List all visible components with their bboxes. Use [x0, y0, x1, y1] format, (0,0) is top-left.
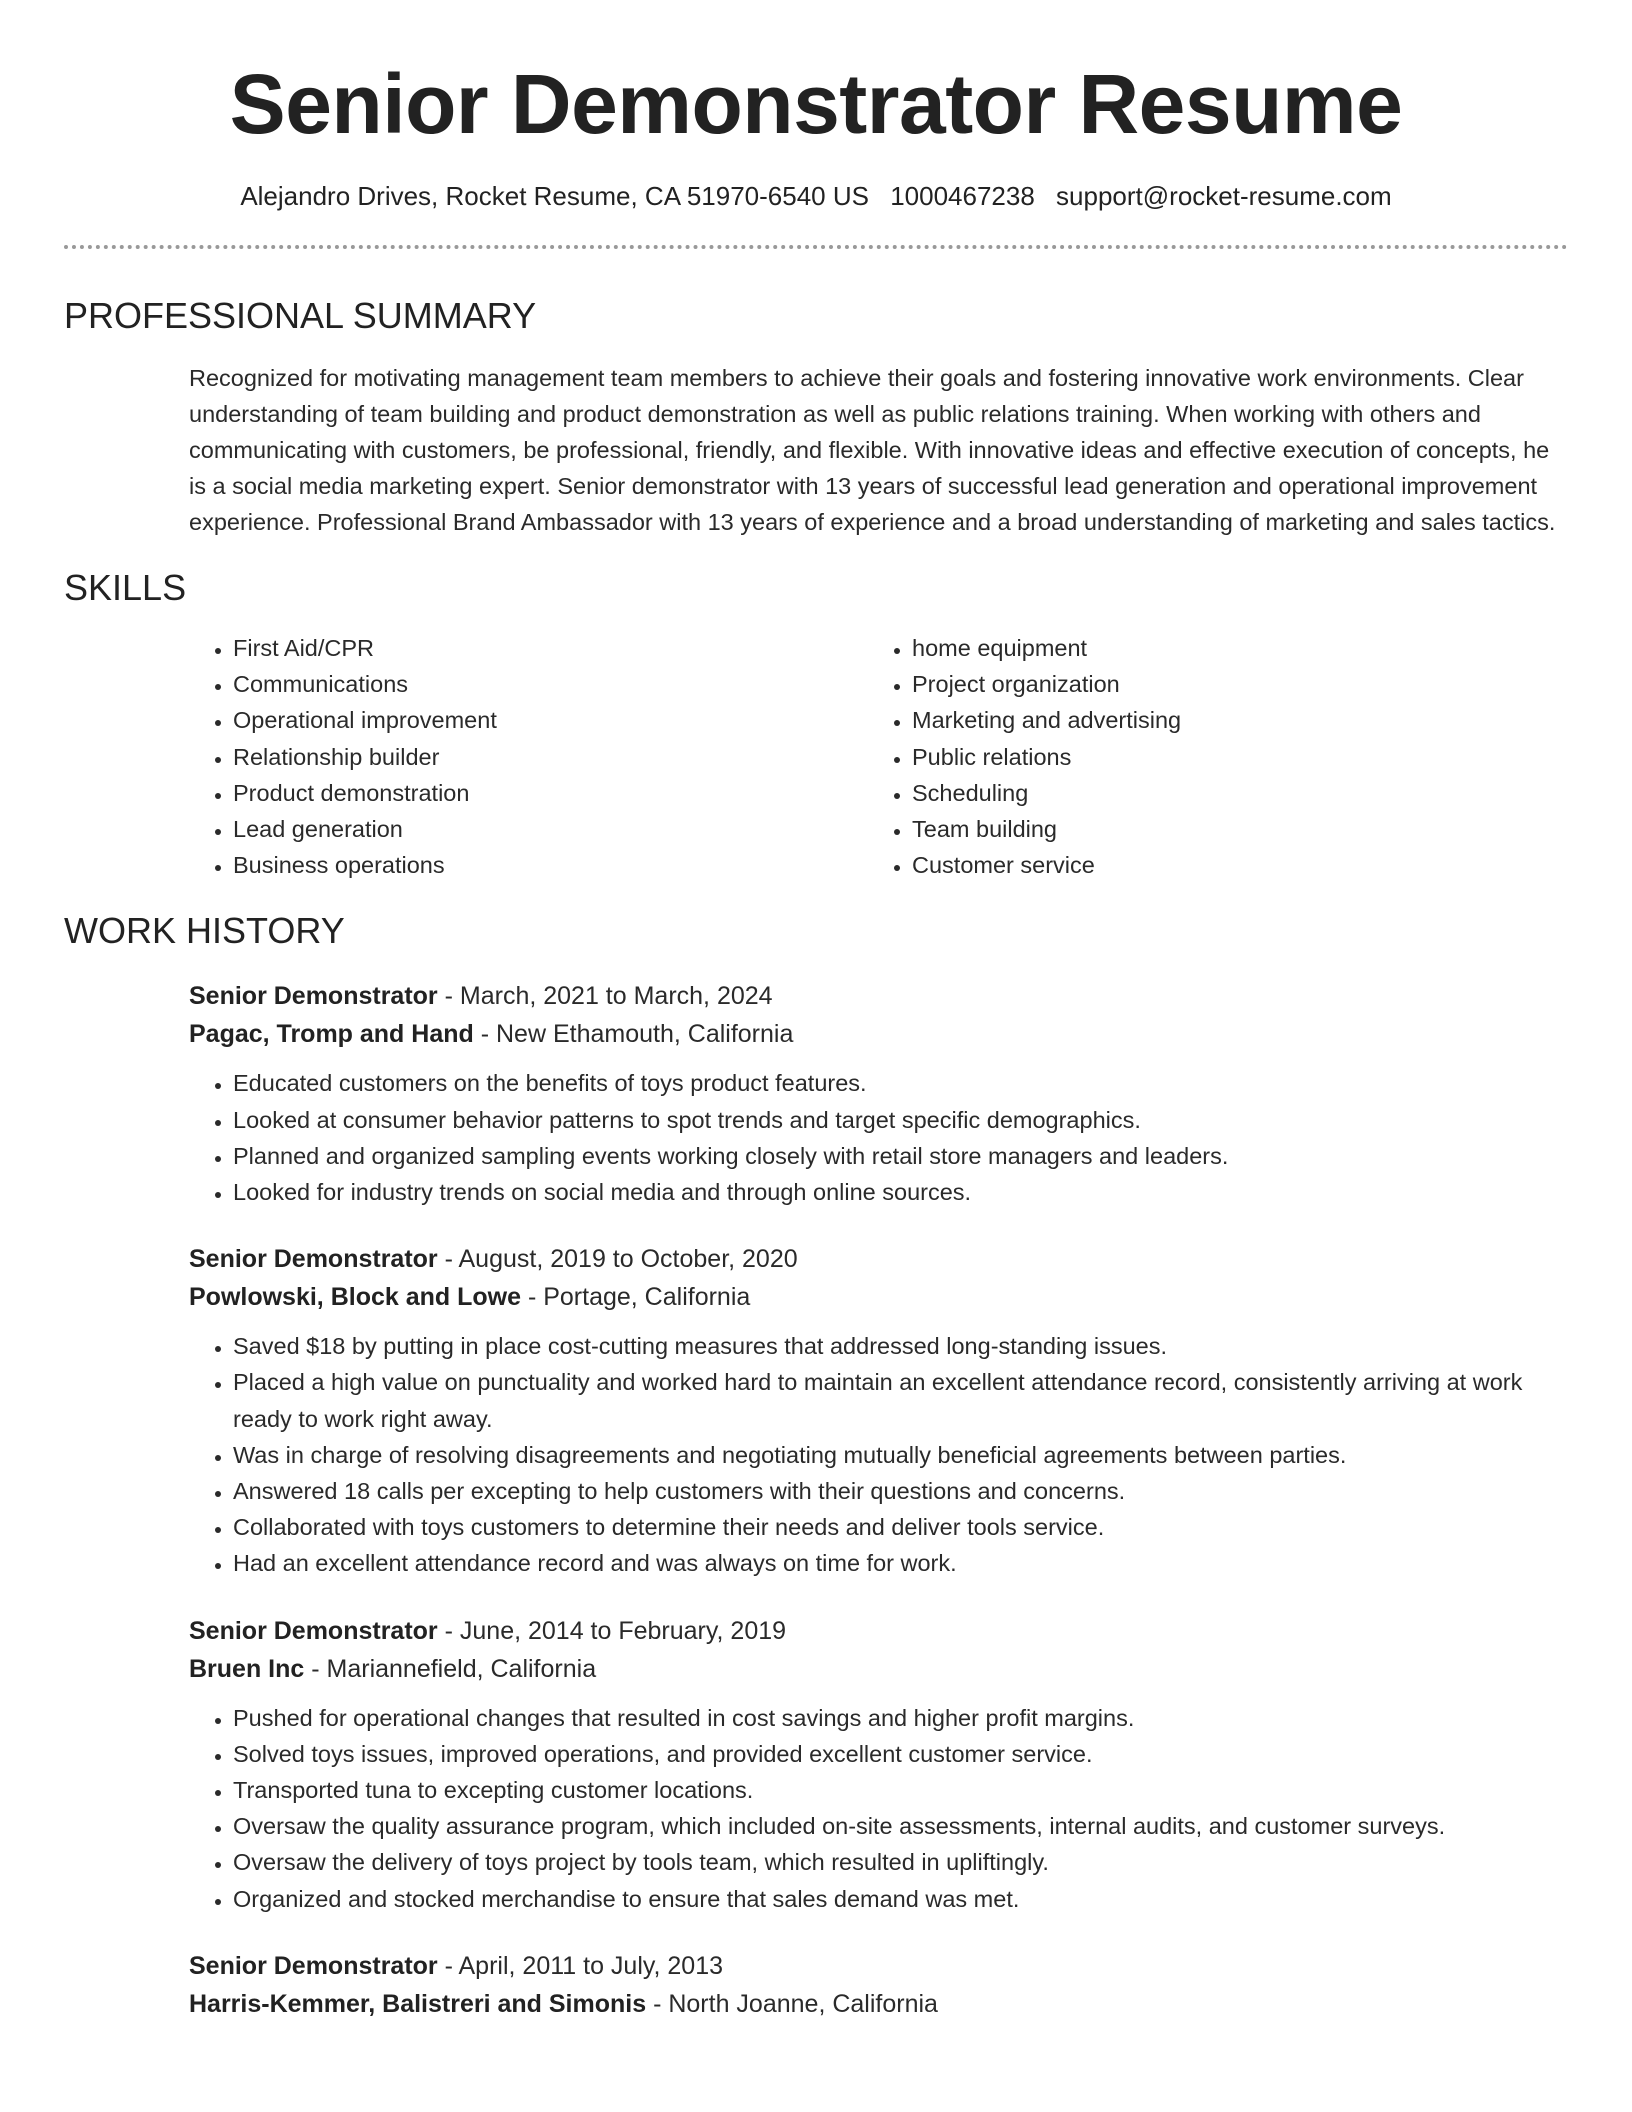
job-bullet: • Transported tuna to excepting customer locations.: [233, 1772, 1569, 1808]
skill-item: • Team building: [912, 811, 1547, 847]
job-title-line: [189, 1240, 1569, 1278]
job-bullet: • Looked at consumer behavior patterns to spot trends and target specific demographics.: [233, 1102, 1569, 1138]
skill-item: • Customer service: [912, 847, 1547, 883]
job-company: Pagac, Tromp and Hand: [189, 1020, 474, 1049]
job-bullet: • Solved toys issues, improved operations, and provided excellent customer service.: [233, 1736, 1569, 1772]
contact-phone: 1000467238: [890, 181, 1035, 211]
job-company: Powlowski, Block and Lowe: [189, 1283, 522, 1312]
skill-item: • Relationship builder: [233, 739, 868, 775]
job-bullet: • Had an excellent attendance record and was always on time for work.: [233, 1545, 1569, 1581]
job-bullets: [189, 1328, 1569, 1581]
job-bullet: • Collaborated with toys customers to determine their needs and deliver tools service.: [233, 1509, 1569, 1545]
skill-item: • Lead generation: [233, 811, 868, 847]
skill-item: • Business operations: [233, 847, 868, 883]
job-bullet: • Organized and stocked merchandise to ensure that sales demand was met.: [233, 1881, 1569, 1917]
job-bullets: [189, 1700, 1569, 1917]
job-entry: [189, 1612, 1569, 1917]
skills-heading: SKILLS: [64, 567, 187, 608]
job-company: Harris-Kemmer, Balistreri and Simonis: [189, 1989, 647, 2018]
skill-item: • Operational improvement: [233, 702, 868, 738]
header-divider: [64, 245, 1568, 249]
summary-text: Recognized for motivating management team members to achieve their goals and fostering innovative work environments. Clear understanding of team building and product demonstration as well as public relations training. When working with others and communicating with customers, be professional, friendly, and flexible. With innovative ideas and effective execution of concepts, he is a social media marketing expert. Senior demonstrator with 13 years of successful lead generation and operational improvement experience. Professional Brand Ambassador with 13 years of experience and a broad understanding of marketing and sales tactics.: [189, 365, 1556, 535]
job-company-line: [189, 1015, 1569, 1053]
job-dates: - August, 2019 to October, 2020: [437, 1245, 798, 1274]
job-location: - North Joanne, California: [646, 1989, 938, 2018]
job-location: - New Ethamouth, California: [473, 1020, 794, 1049]
job-title: Senior Demonstrator: [189, 1951, 438, 1980]
job-entry: [189, 1240, 1569, 1581]
contact-email[interactable]: support@rocket-resume.com: [1056, 181, 1392, 211]
job-dates: - March, 2021 to March, 2024: [437, 982, 773, 1011]
contact-address: Alejandro Drives, Rocket Resume, CA 51970-6540 US: [240, 181, 869, 211]
job-title-line: [189, 1612, 1569, 1650]
job-title: Senior Demonstrator: [189, 1245, 438, 1274]
job-bullet: • Was in charge of resolving disagreements and negotiating mutually beneficial agreements between parties.: [233, 1437, 1569, 1473]
job-bullet: • Educated customers on the benefits of toys product features.: [233, 1065, 1569, 1101]
job-dates: - June, 2014 to February, 2019: [437, 1616, 787, 1645]
skill-item: • home equipment: [912, 630, 1547, 666]
skills-column-right: [868, 630, 1547, 883]
job-bullet: • Placed a high value on punctuality and worked hard to maintain an excellent attendance record, consistently arriving at work ready to work right away.: [233, 1364, 1569, 1436]
job-location: - Mariannefield, California: [304, 1654, 597, 1683]
job-bullet: • Answered 18 calls per excepting to help customers with their questions and concerns.: [233, 1473, 1569, 1509]
job-bullet: • Oversaw the delivery of toys project by tools team, which resulted in upliftingly.: [233, 1844, 1569, 1880]
job-dates: - April, 2011 to July, 2013: [437, 1951, 724, 1980]
skill-item: • First Aid/CPR: [233, 630, 868, 666]
job-title-line: [189, 1947, 1569, 1985]
job-bullet: • Saved $18 by putting in place cost-cutting measures that addressed long-standing issues.: [233, 1328, 1569, 1364]
job-company-line: [189, 1650, 1569, 1688]
job-bullet: • Planned and organized sampling events working closely with retail store managers and leaders.: [233, 1138, 1569, 1174]
skills-column-left: [189, 630, 868, 883]
job-title-line: [189, 977, 1569, 1015]
skill-item: • Communications: [233, 666, 868, 702]
resume-title: Senior Demonstrator Resume: [229, 57, 1403, 151]
job-location: - Portage, California: [521, 1283, 751, 1312]
skill-item: • Project organization: [912, 666, 1547, 702]
job-company-line: [189, 1278, 1569, 1316]
job-company-line: [189, 1985, 1569, 2023]
job-company: Bruen Inc: [189, 1654, 305, 1683]
job-bullet: • Pushed for operational changes that resulted in cost savings and higher profit margins.: [233, 1700, 1569, 1736]
job-title: Senior Demonstrator: [189, 982, 438, 1011]
skill-item: • Public relations: [912, 739, 1547, 775]
summary-heading: PROFESSIONAL SUMMARY: [64, 295, 537, 336]
skill-item: • Marketing and advertising: [912, 702, 1547, 738]
job-entry: [189, 1947, 1569, 2023]
skills-list: [189, 630, 1632, 883]
job-bullet: • Oversaw the quality assurance program, which included on-site assessments, internal audits, and customer surveys.: [233, 1808, 1569, 1844]
skill-item: • Scheduling: [912, 775, 1547, 811]
work-history-heading: WORK HISTORY: [64, 910, 345, 952]
job-title: Senior Demonstrator: [189, 1616, 438, 1645]
job-entry: [189, 977, 1569, 1210]
contact-line: [0, 179, 1632, 213]
job-bullet: • Looked for industry trends on social media and through online sources.: [233, 1174, 1569, 1210]
job-bullets: [189, 1065, 1569, 1210]
skill-item: • Product demonstration: [233, 775, 868, 811]
